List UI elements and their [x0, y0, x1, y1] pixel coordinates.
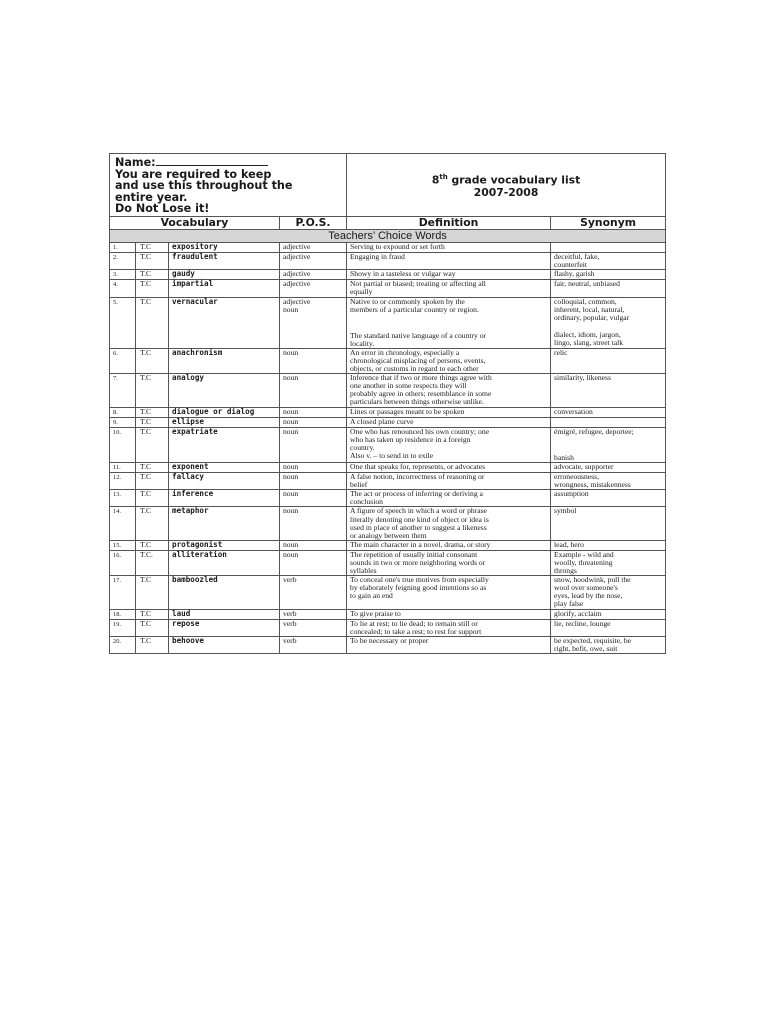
part-of-speech-line: noun [283, 416, 299, 426]
section-title: Teachers’ Choice Words [110, 229, 666, 242]
part-of-speech-line: noun [283, 373, 299, 383]
vocabulary-word: ellipse [169, 417, 280, 427]
row-number: 7. [110, 374, 136, 407]
vocabulary-word: fraudulent [169, 253, 280, 270]
part-of-speech [280, 609, 347, 619]
definition-line: To conceal one's true motives from especially [350, 575, 489, 585]
synonym-line: woolly, threatening [554, 557, 613, 567]
vocabulary-word: anachronism [169, 348, 280, 373]
definition-line: The standard native language of a country or [350, 330, 487, 340]
part-of-speech [280, 473, 347, 490]
definition-line: Engaging in fraud [350, 252, 405, 262]
synonym [551, 576, 666, 609]
col-vocabulary: Vocabulary [110, 216, 280, 229]
vocabulary-word: impartial [169, 280, 280, 297]
definition-line: locality. [350, 338, 375, 348]
part-of-speech [280, 417, 347, 427]
row-number: 15. [110, 540, 136, 550]
definition [347, 280, 551, 297]
definition [347, 609, 551, 619]
row-source: T.C [136, 374, 169, 407]
part-of-speech [280, 576, 347, 609]
row-source: T.C [136, 253, 169, 270]
part-of-speech [280, 280, 347, 297]
definition-line: To lie at rest; to lie dead; to remain still or [350, 618, 478, 628]
table-row [110, 507, 666, 540]
definition-line: to gain an end [350, 591, 393, 601]
table-row [110, 427, 666, 462]
part-of-speech-line: adjective [283, 279, 311, 289]
definition [347, 619, 551, 636]
vocabulary-word: dialogue or dialog [169, 407, 280, 417]
synonym [551, 297, 666, 348]
synonym-line: inherent, local, natural, [554, 304, 625, 314]
part-of-speech [280, 507, 347, 540]
part-of-speech-line: noun [283, 489, 299, 499]
definition-line: To give praise to [350, 608, 401, 618]
definition [347, 636, 551, 653]
part-of-speech [280, 462, 347, 472]
row-number: 5. [110, 297, 136, 348]
definition-line [350, 314, 548, 323]
part-of-speech-line: noun [283, 506, 299, 516]
part-of-speech-line: adjective [283, 252, 311, 262]
section-row [110, 229, 666, 242]
definition-line: The act or process of inferring or deriving a [350, 489, 483, 499]
definition [347, 550, 551, 575]
synonym [551, 270, 666, 280]
synonym [551, 550, 666, 575]
definition-line: chronological misplacing of persons, events, [350, 356, 486, 365]
part-of-speech [280, 270, 347, 280]
part-of-speech [280, 348, 347, 373]
definition [347, 407, 551, 417]
synonym-line: conversation [554, 406, 593, 416]
vocabulary-word: fallacy [169, 473, 280, 490]
row-number: 4. [110, 280, 136, 297]
row-source: T.C [136, 507, 169, 540]
vocabulary-sheet [109, 153, 665, 654]
notice-line: Do Not Lose it! [115, 202, 210, 216]
part-of-speech [280, 407, 347, 417]
definition-line: Not partial or biased; treating or affecting all [350, 279, 486, 289]
synonym [551, 490, 666, 507]
row-number: 14. [110, 507, 136, 540]
part-of-speech-line: verb [283, 575, 297, 585]
definition-line: country. [350, 442, 375, 452]
part-of-speech [280, 253, 347, 270]
row-number: 1. [110, 242, 136, 252]
synonym-line: lingo, slang, street talk [554, 337, 624, 347]
row-source: T.C [136, 609, 169, 619]
notice-line: and use this throughout the [115, 179, 293, 193]
notice-line: You are required to keep [115, 167, 272, 181]
synonym [551, 374, 666, 407]
table-row [110, 473, 666, 490]
definition [347, 507, 551, 540]
definition-line: literally denoting one kind of object or idea is [350, 514, 489, 524]
row-source: T.C [136, 462, 169, 472]
table-row [110, 636, 666, 653]
vocabulary-word: bamboozled [169, 576, 280, 609]
table-row [110, 619, 666, 636]
synonym [551, 253, 666, 270]
definition [347, 348, 551, 373]
synonym-line: deceitful, fake, [554, 252, 600, 262]
definition [347, 242, 551, 252]
part-of-speech [280, 374, 347, 407]
part-of-speech [280, 540, 347, 550]
definition-line: Lines or passages meant to be spoken [350, 406, 465, 416]
row-source: T.C [136, 490, 169, 507]
table-row [110, 550, 666, 575]
table-row [110, 576, 666, 609]
definition-line: A closed plane curve [350, 416, 414, 426]
school-year: 2007-2008 [473, 185, 539, 199]
definition [347, 427, 551, 462]
part-of-speech [280, 550, 347, 575]
definition-line: one another in some respects they will [350, 381, 467, 391]
definition [347, 297, 551, 348]
column-header-row [110, 216, 666, 229]
synonym [551, 473, 666, 490]
table-row [110, 280, 666, 297]
synonym-line: fair, neutral, unbiased [554, 279, 620, 289]
vocabulary-word: analogy [169, 374, 280, 407]
table-row [110, 242, 666, 252]
definition [347, 253, 551, 270]
row-source: T.C [136, 576, 169, 609]
part-of-speech-line: noun [283, 347, 299, 357]
vocabulary-word: inference [169, 490, 280, 507]
part-of-speech [280, 427, 347, 462]
row-source: T.C [136, 280, 169, 297]
row-number: 20. [110, 636, 136, 653]
table-row [110, 270, 666, 280]
vocabulary-word: behoove [169, 636, 280, 653]
synonym-line: Example - wild and [554, 549, 614, 559]
definition-line: particulars between things otherwise unlike. [350, 397, 484, 407]
part-of-speech-line: verb [283, 635, 297, 645]
definition-line: A false notion, incorrectness of reasoning or [350, 472, 485, 482]
synonym-line: throngs [554, 566, 577, 576]
row-source: T.C. [136, 550, 169, 575]
definition-line: members of a particular country or region. [350, 304, 479, 314]
table-row [110, 540, 666, 550]
synonym-line: lie, recline, lounge [554, 618, 611, 628]
synonym-line: eyes, lead by the nose, [554, 591, 623, 601]
definition-line: Native to or commonly spoken by the [350, 296, 465, 306]
row-source: T.C [136, 297, 169, 348]
table-row [110, 374, 666, 407]
vocabulary-word: exponent [169, 462, 280, 472]
table-row [110, 462, 666, 472]
part-of-speech [280, 297, 347, 348]
synonym-line: émigré, refugee, deportee; [554, 426, 634, 436]
row-source: T.C [136, 427, 169, 462]
definition-line: One who has renounced his own country; one [350, 426, 490, 436]
definition-line: used in place of another to suggest a likeness [350, 522, 487, 532]
definition-line: by elaborately feigning good intentions so as [350, 583, 487, 593]
synonym-line: wool over someone's [554, 583, 618, 593]
synonym [551, 427, 666, 462]
part-of-speech-line: verb [283, 618, 297, 628]
synonym [551, 619, 666, 636]
definition-line: The main character in a novel, drama, or story [350, 539, 491, 549]
col-synonym: Synonym [551, 216, 666, 229]
part-of-speech-line: noun [283, 539, 299, 549]
header-row [110, 154, 666, 217]
vocabulary-word: expository [169, 242, 280, 252]
synonym-line: erroneousness, [554, 472, 599, 482]
part-of-speech-line: noun [283, 426, 299, 436]
row-number: 3. [110, 270, 136, 280]
definition-line: equally [350, 287, 373, 297]
definition [347, 473, 551, 490]
synonym-line: be expected, requisite, be [554, 635, 632, 645]
row-source: T.C [136, 270, 169, 280]
definition-line: An error in chronology, especially a [350, 347, 460, 357]
synonym-line: similarity, likeness [554, 373, 611, 383]
row-number: 10. [110, 427, 136, 462]
synonym-line: ordinary, popular, vulgar [554, 312, 630, 322]
vocabulary-word: vernacular [169, 297, 280, 348]
definition-line: syllables [350, 566, 377, 576]
definition-line: Inference that if two or more things agree with [350, 373, 492, 383]
definition [347, 462, 551, 472]
part-of-speech [280, 242, 347, 252]
part-of-speech-line: adjective [283, 269, 311, 279]
list-title: 8th grade vocabulary list 2007-2008 [347, 154, 666, 217]
notice-line: entire year. [115, 190, 188, 204]
definition-line: who has taken up residence in a foreign [350, 434, 471, 444]
row-number: 2. [110, 253, 136, 270]
col-definition: Definition [347, 216, 551, 229]
name-field: Name: [115, 155, 342, 169]
row-number: 18. [110, 609, 136, 619]
vocabulary-word: metaphor [169, 507, 280, 540]
row-source: T.C [136, 636, 169, 653]
definition [347, 374, 551, 407]
part-of-speech-line: adjective [283, 296, 311, 306]
definition-line: To be necessary or proper [350, 635, 429, 645]
synonym-line: play false [554, 599, 584, 609]
synonym-line: relic [554, 347, 568, 357]
definition [347, 270, 551, 280]
part-of-speech [280, 490, 347, 507]
synonym-line: symbol [554, 506, 577, 516]
part-of-speech-line: verb [283, 608, 297, 618]
part-of-speech [280, 636, 347, 653]
row-source: T.C [136, 242, 169, 252]
definition-line: sounds in two or more neighboring words or [350, 557, 486, 567]
definition-line: Showy in a tasteless or vulgar way [350, 269, 456, 279]
definition [347, 576, 551, 609]
definition-line: Serving to expound or set forth [350, 241, 445, 251]
synonym-line: glorify, acclaim [554, 608, 602, 618]
row-number: 9. [110, 417, 136, 427]
student-notice [110, 154, 347, 217]
vocabulary-table [109, 153, 666, 654]
part-of-speech-line: noun [283, 472, 299, 482]
row-number: 13. [110, 490, 136, 507]
vocabulary-word: alliteration [169, 550, 280, 575]
synonym-line: banish [554, 452, 574, 462]
definition-line: Also v. – to send in to exile [350, 451, 434, 461]
part-of-speech-line: noun [283, 549, 299, 559]
synonym [551, 507, 666, 540]
table-row [110, 490, 666, 507]
row-number: 17. [110, 576, 136, 609]
synonym-line [554, 436, 663, 445]
row-source: T.C [136, 619, 169, 636]
vocabulary-word: repose [169, 619, 280, 636]
row-source: T.C [136, 407, 169, 417]
synonym [551, 242, 666, 252]
synonym [551, 540, 666, 550]
row-number: 6. [110, 348, 136, 373]
synonym-line: colloquial, common, [554, 296, 617, 306]
row-number: 16. [110, 550, 136, 575]
synonym-line: snow, hoodwink, pull the [554, 575, 631, 585]
row-number: 8. [110, 407, 136, 417]
name-blank-line [156, 155, 268, 166]
table-row [110, 297, 666, 348]
synonym-line: counterfeit [554, 260, 587, 270]
definition-line: probably agree in others; resemblance in some [350, 389, 492, 399]
table-row [110, 253, 666, 270]
synonym-line: right, befit, owe, suit [554, 643, 618, 653]
definition-line: concealed; to take a rest; to rest for support [350, 626, 482, 636]
synonym-line: lead, hero [554, 539, 584, 549]
definition-line: conclusion [350, 497, 383, 507]
definition [347, 417, 551, 427]
definition-line: belief [350, 480, 368, 490]
synonym [551, 636, 666, 653]
vocabulary-word: expatriate [169, 427, 280, 462]
row-number: 11. [110, 462, 136, 472]
synonym [551, 348, 666, 373]
definition-line: The repetition of usually initial consonant [350, 549, 478, 559]
table-row [110, 348, 666, 373]
synonym [551, 417, 666, 427]
synonym [551, 280, 666, 297]
table-row [110, 417, 666, 427]
row-source: T.C [136, 540, 169, 550]
row-number: 12. [110, 473, 136, 490]
table-row [110, 609, 666, 619]
synonym-line: dialect, idiom, jargon, [554, 329, 621, 339]
part-of-speech-line: noun [283, 406, 299, 416]
synonym-line: flashy, garish [554, 269, 595, 279]
synonym-line: advocate, supporter [554, 461, 614, 471]
definition-line: objects, or customs in regard to each other [350, 364, 479, 374]
synonym-line: wrongness, mistakenness [554, 480, 631, 490]
part-of-speech-line: noun [283, 304, 299, 314]
synonym [551, 609, 666, 619]
part-of-speech-line: adjective [283, 241, 311, 251]
synonym-line: assumption [554, 489, 589, 499]
part-of-speech [280, 619, 347, 636]
col-pos: P.O.S. [280, 216, 347, 229]
synonym [551, 407, 666, 417]
definition-line: A figure of speech in which a word or phrase [350, 506, 487, 516]
definition-line: One that speaks for, represents, or advocates [350, 461, 486, 471]
definition [347, 540, 551, 550]
vocabulary-word: gaudy [169, 270, 280, 280]
row-source: T.C [136, 417, 169, 427]
vocabulary-word: protagonist [169, 540, 280, 550]
row-source: T.C [136, 473, 169, 490]
table-row [110, 407, 666, 417]
row-source: T.C [136, 348, 169, 373]
definition [347, 490, 551, 507]
row-number: 19. [110, 619, 136, 636]
definition-line: or analogy between them [350, 530, 427, 540]
vocabulary-word: laud [169, 609, 280, 619]
part-of-speech-line: noun [283, 461, 299, 471]
synonym [551, 462, 666, 472]
